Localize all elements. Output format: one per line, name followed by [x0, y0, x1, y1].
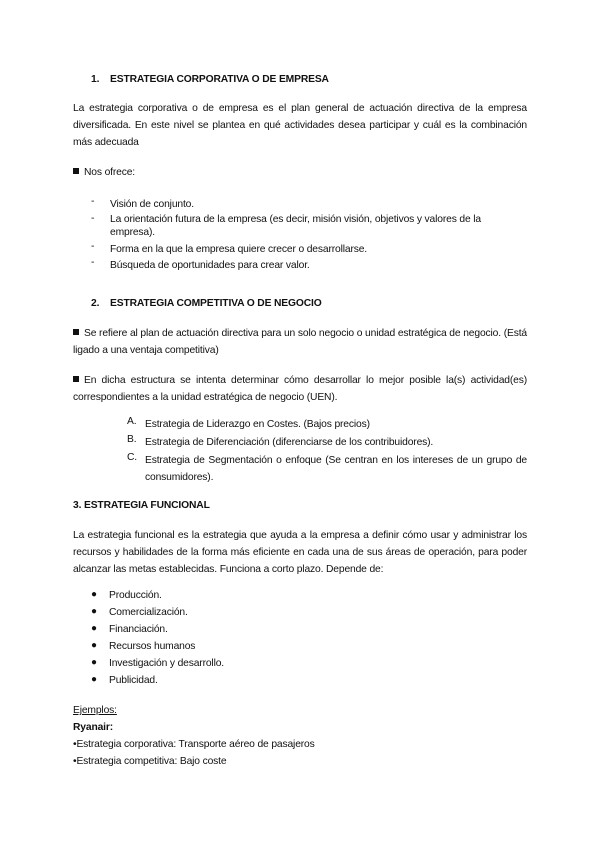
list-item-text: Estrategia de Liderazgo en Costes. (Bajos precios)	[145, 419, 370, 430]
dash-marker: -	[91, 213, 95, 224]
section-2-heading	[91, 298, 322, 309]
list-item-text: Producción.	[109, 590, 162, 601]
section-1-heading	[91, 74, 329, 85]
example-line: •Estrategia competitiva: Bajo coste	[73, 756, 227, 767]
examples-company: Ryanair:	[73, 722, 114, 733]
list-item-text: Forma en la que la empresa quiere crecer o desarrollarse.	[110, 244, 368, 255]
bullet-icon: ●	[91, 623, 97, 634]
letter-marker: A.	[127, 416, 137, 427]
examples-label: Ejemplos:	[73, 705, 117, 716]
list-item-text: Comercialización.	[109, 607, 188, 618]
list-item-text: Estrategia de Diferenciación (diferenciarse de los contribuidores).	[145, 437, 434, 448]
dash-marker: -	[91, 257, 95, 268]
bullet-icon: ●	[91, 657, 97, 668]
bullet-icon: ●	[91, 606, 97, 617]
section-1-number: 1.	[91, 74, 100, 85]
list-item-text: Publicidad.	[109, 675, 158, 686]
offers-label	[73, 167, 135, 178]
section-2-paragraph-1-text: Se refiere al plan de actuación directiva para un solo negocio o unidad estratégica de negocio. (Está ligado a una ventaja competitiva)	[73, 328, 527, 356]
list-item-text: Estrategia de Segmentación o enfoque (Se centran en los intereses de un grupo de consumidores).	[145, 455, 527, 483]
list-item-text: Financiación.	[109, 624, 168, 635]
section-1-title: ESTRATEGIA CORPORATIVA O DE EMPRESA	[110, 74, 329, 85]
list-item-text: La orientación futura de la empresa (es decir, misión visión, objetivos y valores de la empresa).	[110, 214, 481, 238]
list-item-text: Búsqueda de oportunidades para crear valor.	[110, 260, 310, 271]
section-2-paragraph-2-text: En dicha estructura se intenta determinar cómo desarrollar lo mejor posible la(s) actividad(es) correspondientes a la unidad estratégica de negocio (UEN).	[73, 375, 527, 403]
dash-marker: -	[91, 196, 95, 207]
list-item-text: Visión de conjunto.	[110, 199, 194, 210]
list-item-text: Recursos humanos	[109, 641, 196, 652]
letter-marker: B.	[127, 434, 137, 445]
bullet-icon: ●	[91, 589, 97, 600]
list-item-text: Investigación y desarrollo.	[109, 658, 224, 669]
section-2-title: ESTRATEGIA COMPETITIVA O DE NEGOCIO	[110, 298, 322, 309]
section-2-paragraph-1	[73, 325, 527, 359]
bullet-icon: ●	[91, 674, 97, 685]
square-bullet-icon	[73, 329, 79, 335]
square-bullet-icon	[73, 168, 79, 174]
offers-label-text: Nos ofrece:	[84, 167, 136, 178]
dash-marker: -	[91, 241, 95, 252]
section-2-paragraph-2	[73, 372, 527, 406]
square-bullet-icon	[73, 376, 79, 382]
example-line: •Estrategia corporativa: Transporte aéreo de pasajeros	[73, 739, 315, 750]
section-2-number: 2.	[91, 298, 100, 309]
section-3-paragraph: La estrategia funcional es la estrategia que ayuda a la empresa a definir cómo usar y administrar los recursos y habilidades de la forma más eficiente en cada una de sus áreas de operación, para poder alcanzar las metas establecidas. Funciona a corto plazo. Depende de:	[73, 530, 527, 575]
section-3-heading: 3. ESTRATEGIA FUNCIONAL	[73, 500, 210, 511]
letter-marker: C.	[127, 452, 137, 463]
bullet-icon: ●	[91, 640, 97, 651]
section-1-paragraph: La estrategia corporativa o de empresa es el plan general de actuación directiva de la empresa diversificada. En este nivel se plantea en qué actividades desea participar y cuál es la combinación más adecuada	[73, 103, 527, 148]
